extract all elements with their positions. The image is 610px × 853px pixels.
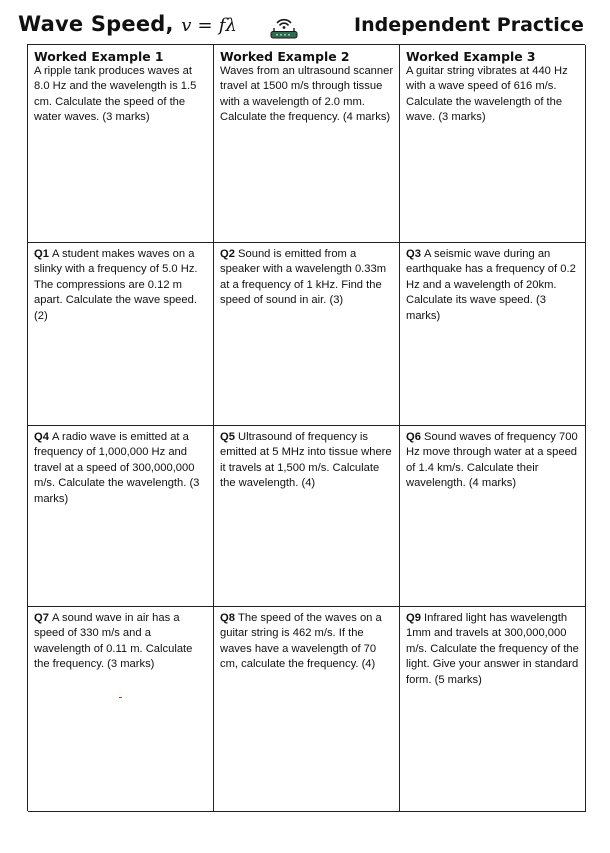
question-text: Waves from an ultrasound scanner travel at 1500 m/s through tissue with a wavelength of 2.0 mm. Calculate the frequency. (4 marks): [220, 65, 394, 124]
question-text: A seismic wave during an earthquake has a frequency of 0.2 Hz and a wavelength of 20km. Calculate its wave speed. (3 marks): [406, 248, 576, 322]
question-4-cell[interactable]: [28, 426, 214, 607]
question-text: Sound waves of frequency 700 Hz move through water at a speed of 1.4 km/s. Calculate their wavelength. (4 marks): [406, 431, 578, 490]
question-2-cell[interactable]: [214, 243, 400, 426]
question-label: Q1: [34, 248, 53, 260]
question-label: Q5: [220, 431, 239, 443]
stray-pen-mark: [119, 697, 122, 698]
question-label: Worked Example 3: [406, 49, 536, 64]
question-label: Q4: [34, 431, 53, 443]
question-label: Q2: [220, 248, 239, 260]
page-header: [0, 0, 610, 44]
question-label: Worked Example 1: [34, 49, 164, 64]
question-text: A ripple tank produces waves at 8.0 Hz and the wavelength is 1.5 cm. Calculate the speed of the water waves. (3 marks): [34, 65, 197, 124]
wifi-router-icon: [268, 16, 300, 40]
question-1-cell[interactable]: [28, 243, 214, 426]
question-text: Infrared light has wavelength 1mm and travels at 300,000,000 m/s. Calculate the frequency of the light. Give your answer in standard form. (5 marks): [406, 612, 579, 686]
question-3-cell[interactable]: [400, 243, 586, 426]
question-label: Q6: [406, 431, 425, 443]
question-5-cell[interactable]: [214, 426, 400, 607]
question-text: A student makes waves on a slinky with a frequency of 5.0 Hz. The compressions are 0.12 m apart. Calculate the wave speed. (2): [34, 248, 198, 322]
worked-example-2-cell[interactable]: [214, 45, 400, 243]
page-subtitle: Independent Practice: [354, 14, 584, 36]
question-text: A radio wave is emitted at a frequency of 1,000,000 Hz and travel at a speed of 300,000,000 m/s. Calculate the wavelength. (3 marks): [34, 431, 200, 505]
question-text: The speed of the waves on a guitar string is 462 m/s. If the waves have a wavelength of 70 cm, calculate the frequency. (4): [220, 612, 382, 671]
worked-example-1-cell[interactable]: [28, 45, 214, 243]
question-grid: [27, 44, 585, 811]
question-label: Q8: [220, 612, 239, 624]
question-9-cell[interactable]: [400, 607, 586, 812]
title-text: Wave Speed,: [18, 12, 174, 36]
question-label: Q3: [406, 248, 425, 260]
wave-equation: v = fλ: [181, 15, 238, 36]
question-label: Q9: [406, 612, 425, 624]
page-title: [18, 12, 237, 36]
question-text: A sound wave in air has a speed of 330 m/s and a wavelength of 0.11 m. Calculate the frequency. (3 marks): [34, 612, 193, 671]
question-label: Worked Example 2: [220, 49, 350, 64]
question-text: A guitar string vibrates at 440 Hz with a wave speed of 616 m/s. Calculate the wavelength of the wave. (3 marks): [406, 65, 568, 124]
question-7-cell[interactable]: [28, 607, 214, 812]
question-text: Sound is emitted from a speaker with a wavelength 0.33m at a frequency of 1 kHz. Find the speed of sound in air. (3): [220, 248, 387, 307]
question-text: Ultrasound of frequency is emitted at 5 MHz into tissue where it travels at 1,500 m/s. Calculate the wavelength. (4): [220, 431, 392, 490]
question-8-cell[interactable]: [214, 607, 400, 812]
question-label: Q7: [34, 612, 53, 624]
question-6-cell[interactable]: [400, 426, 586, 607]
worked-example-3-cell[interactable]: [400, 45, 586, 243]
